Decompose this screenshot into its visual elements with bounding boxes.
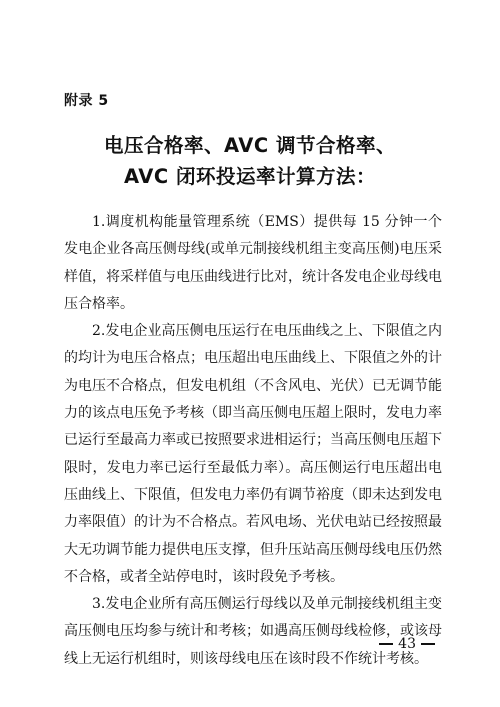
appendix-label: 附录 5	[64, 93, 109, 109]
title-line-2: AVC 闭环投运率计算方法：	[124, 165, 376, 188]
body-text	[64, 209, 442, 673]
page-number: 43	[398, 636, 416, 652]
right-dash	[421, 643, 435, 644]
page-footer	[374, 636, 440, 652]
paragraph-1: 1.调度机构能量管理系统（EMS）提供每 15 分钟一个发电企业各高压侧母线(或单元制接线机组主变高压侧)电压采样值，将采样值与电压曲线进行比对，统计各发电企业母线电压合格率。	[64, 214, 442, 312]
title-line-1: 电压合格率、AVC 调节合格率、	[104, 134, 396, 157]
left-dash	[379, 643, 393, 644]
paragraph-3: 3.发电企业所有高压侧运行母线以及单元制接线机组主变高压侧电压均参与统计和考核；如遇高压侧母线检修，或该母线上无运行机组时，则该母线电压在该时段不作统计考核。	[64, 596, 442, 667]
paragraph-2: 2.发电企业高压侧电压运行在电压曲线之上、下限值之内的均计为电压合格点；电压超出电压曲线上、下限值之外的计为电压不合格点，但发电机组（不含风电、光伏）已无调节能力的该点电压免予考核（即当高压侧电压超上限时，发电力率已运行至最高力率或已按照要求进相运行；当高压侧电压超下限时，发电力率已运行至最低力率）。高压侧运行电压超出电压曲线上、下限值，但发电力率仍有调节裕度（即未达到发电力率限值）的计为不合格点。若风电场、光伏电站已经按照最大无功调节能力提供电压支撑，但升压站高压侧母线电压仍然不合格，或者全站停电时，该时段免予考核。	[64, 323, 442, 585]
